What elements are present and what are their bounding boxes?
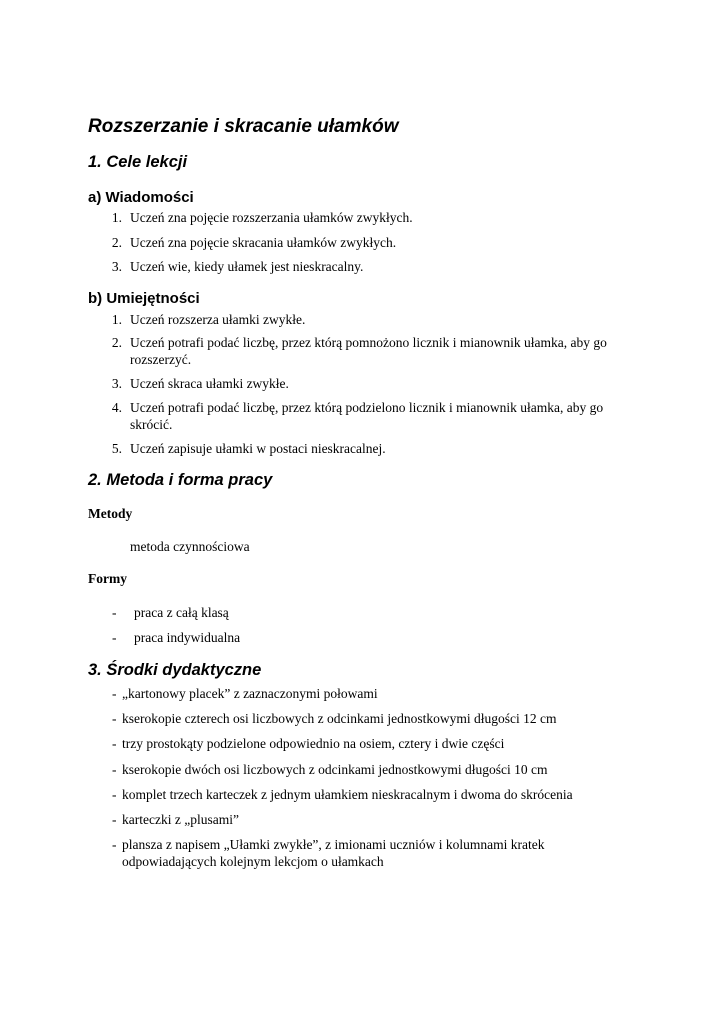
bullet-dash: - — [112, 787, 117, 802]
list-item-text: Uczeń rozszerza ułamki zwykłe. — [130, 312, 306, 327]
list-number: 2. — [111, 335, 122, 350]
knowledge-heading: a) Wiadomości — [88, 189, 194, 206]
list-item-text: kserokopie czterech osi liczbowych z odcinkami jednostkowymi długości 12 cm — [122, 711, 557, 726]
section-3-heading: 3. Środki dydaktyczne — [88, 661, 262, 679]
list-item-text: trzy prostokąty podzielone odpowiednio na osiem, cztery i dwie części — [122, 736, 505, 751]
list-item-text: karteczki z „plusami” — [122, 812, 239, 827]
section-2-heading: 2. Metoda i forma pracy — [88, 471, 273, 489]
bullet-dash: - — [112, 686, 117, 701]
list-number: 5. — [111, 441, 122, 456]
list-item-text: praca z całą klasą — [134, 605, 229, 620]
list-item-text: „kartonowy placek” z zaznaczonymi połowami — [122, 686, 378, 701]
list-item-text: Uczeń zna pojęcie skracania ułamków zwykłych. — [130, 235, 397, 250]
list-number: 2. — [111, 235, 122, 250]
list-item-text: Uczeń zapisuje ułamki w postaci nieskracalnej. — [130, 441, 386, 456]
list-number: 1. — [111, 210, 122, 225]
list-item-text: kserokopie dwóch osi liczbowych z odcinkami jednostkowymi długości 10 cm — [122, 762, 548, 777]
method-text: metoda czynnościowa — [130, 539, 250, 554]
list-item-text: plansza z napisem „Ułamki zwykłe”, z imionami uczniów i kolumnami kratek odpowiadających kolejnym lekcjom o ułamkach — [122, 837, 545, 869]
section-1-heading: 1. Cele lekcji — [88, 153, 188, 171]
bullet-dash: - — [112, 762, 117, 777]
list-number: 4. — [111, 400, 122, 415]
list-item-text: Uczeń wie, kiedy ułamek jest nieskracalny. — [130, 259, 364, 274]
forms-label: Formy — [88, 571, 127, 586]
list-item-text: Uczeń potrafi podać liczbę, przez którą pomnożono licznik i mianownik ułamka, aby go rozszerzyć. — [130, 335, 607, 367]
bullet-dash: - — [112, 711, 117, 726]
list-number: 1. — [111, 312, 122, 327]
list-number: 3. — [111, 259, 122, 274]
bullet-dash: - — [112, 630, 117, 645]
list-number: 3. — [111, 376, 122, 391]
bullet-dash: - — [112, 605, 117, 620]
list-item-text: komplet trzech karteczek z jednym ułamkiem nieskracalnym i dwoma do skrócenia — [122, 787, 573, 802]
list-item-text: Uczeń zna pojęcie rozszerzania ułamków zwykłych. — [130, 210, 413, 225]
skills-heading: b) Umiejętności — [88, 290, 200, 307]
list-item-text: praca indywidualna — [134, 630, 241, 645]
methods-label: Metody — [88, 506, 133, 521]
list-item-text: Uczeń potrafi podać liczbę, przez którą podzielono licznik i mianownik ułamka, aby go skrócić. — [130, 400, 604, 432]
bullet-dash: - — [112, 837, 117, 852]
list-item-text: Uczeń skraca ułamki zwykłe. — [130, 376, 289, 391]
document-title: Rozszerzanie i skracanie ułamków — [88, 116, 399, 137]
bullet-dash: - — [112, 736, 117, 751]
bullet-dash: - — [112, 812, 117, 827]
